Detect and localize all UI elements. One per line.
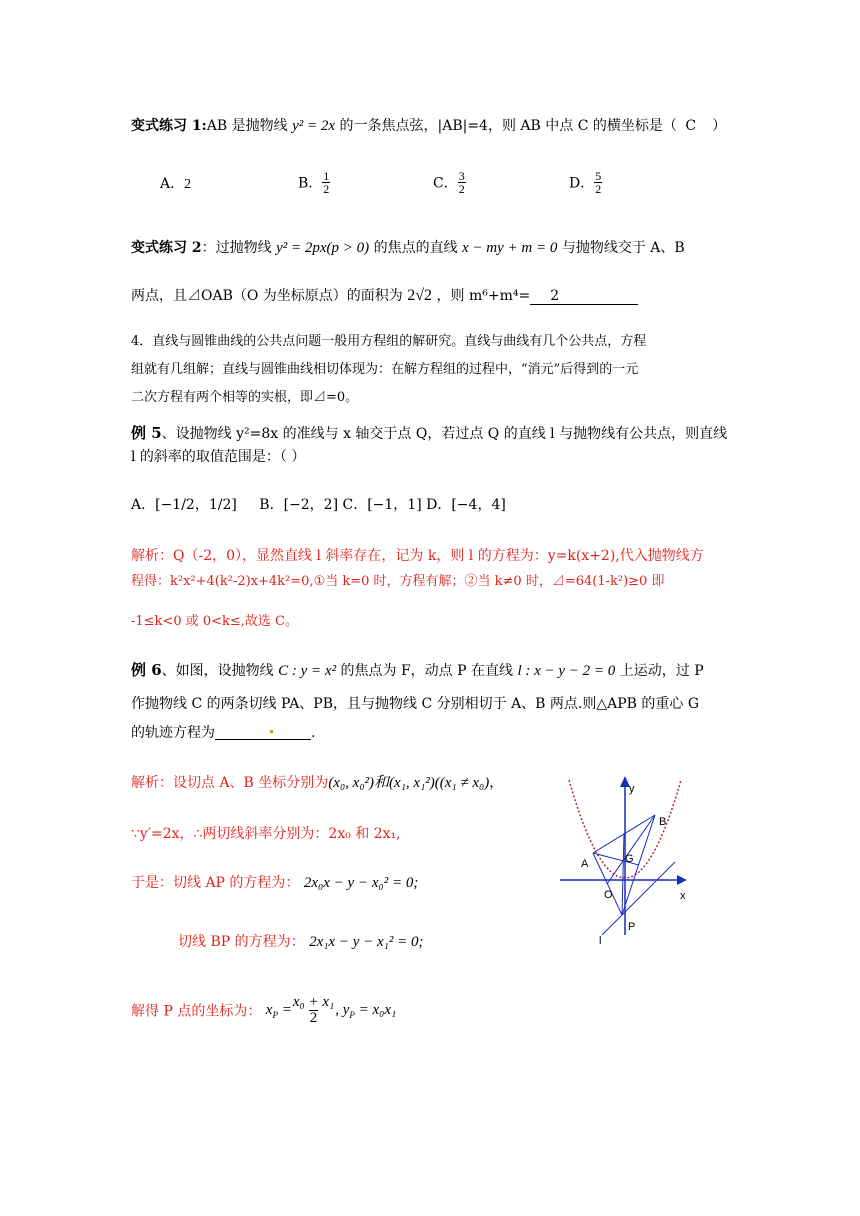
ex6-sol5-fraction xyxy=(292,995,335,1026)
ex6-line2: 作抛物线 C 的两条切线 PA、PB，且与抛物线 C 分别相切于 A、B 两点.则△APB 的重心 G xyxy=(131,696,700,712)
label-y: y xyxy=(629,783,635,795)
ex1-equation: y² = 2x xyxy=(292,118,336,134)
ex2-text-c: 与抛物线交于 A、B xyxy=(561,240,685,256)
x-axis-arrow xyxy=(677,875,687,885)
ex1-label: 变式练习 1: xyxy=(131,118,207,134)
label-p: P xyxy=(628,921,636,933)
ex6-sol1-eq: (x₀, x₀²)和(x₁, x₁²)((x₁ ≠ x₀) xyxy=(328,775,490,791)
ex6-solution-line4 xyxy=(178,931,423,951)
option-label: B． xyxy=(298,175,323,192)
item4-line1: 4．直线与圆锥曲线的公共点问题一般用方程组的解研究。直线与曲线有几个公共点，方程 xyxy=(131,334,647,349)
label-o: O xyxy=(604,889,613,901)
yp-rhs: = x₀x₁ xyxy=(358,1001,397,1018)
ex6-text-b: 的焦点为 F，动点 P 在直线 xyxy=(340,663,513,679)
ex1-close: ） xyxy=(712,118,727,134)
ex2-area: 2√2 xyxy=(407,287,433,304)
ex1-text-a: AB 是抛物线 xyxy=(206,118,288,134)
ex2-line2-a: 两点，且⊿OAB（O 为坐标原点）的面积为 xyxy=(131,288,403,304)
ex1-option-c xyxy=(433,170,466,195)
ex5-label: 例 5 xyxy=(131,424,162,442)
option-label: C． xyxy=(433,175,458,192)
denominator: 2 xyxy=(323,182,330,196)
ex2-line1 xyxy=(131,237,685,257)
ex2-text-a: ：过抛物线 xyxy=(201,240,272,256)
ex5-solution-line2: 程得：k²x²+4(k²-2)x+4k²=0,①当 k=0 时，方程有解；②当 k≠0 时，⊿=64(1-k²)≥0 即 xyxy=(131,574,665,589)
ex6-equation-parabola: C : y = x² xyxy=(278,663,337,679)
numerator: 5 xyxy=(595,169,602,183)
ex2-equation-line: x − my + m = 0 xyxy=(462,240,558,256)
fraction xyxy=(458,170,466,195)
ex5-line1 xyxy=(131,422,727,443)
ex5-solution-line3: -1≤k<0 或 0<k≤,故选 C。 xyxy=(131,614,299,629)
ex2-answer: 2 xyxy=(550,288,560,304)
ex1-option-d xyxy=(569,170,602,195)
ex6-text-a: 、如图，设抛物线 xyxy=(161,663,274,679)
ex5-solution-line1: 解析：Q（-2，0），显然直线 l 斜率存在，记为 k，则 l 的方程为：y=k(x+2),代入抛物线方 xyxy=(131,548,704,564)
ex2-line2 xyxy=(131,285,638,305)
ex5-options-rest: B．[−2，2] C．[−1，1] D．[−4，4] xyxy=(259,497,506,513)
ex6-sol3-text: 于是：切线 AP 的方程为： xyxy=(131,875,300,891)
option-label: A． xyxy=(160,176,185,192)
ex5-text: 、设抛物线 y²=8x 的准线与 x 轴交于点 Q，若过点 Q 的直线 l 与抛物线有公共点，则直线 xyxy=(161,426,728,442)
ex1-option-a xyxy=(160,173,191,193)
ex6-text: 的轨迹方程为 xyxy=(131,725,215,741)
ex6-sol4-text: 切线 BP 的方程为： xyxy=(178,934,305,950)
option-value: 2 xyxy=(184,177,192,192)
ex6-sol1-text: 解析：设切点 A、B 坐标分别为 xyxy=(131,775,329,791)
ex6-sol1-end: ， xyxy=(489,775,504,791)
ex1-option-b xyxy=(298,170,330,195)
label-a: A xyxy=(581,858,589,870)
ex6-solution-line5 xyxy=(131,995,396,1026)
ex1-text-b: 的一条焦点弦，|AB|=4，则 AB 中点 C 的横坐标是（ xyxy=(339,118,677,134)
ex6-line1 xyxy=(131,659,704,680)
fraction xyxy=(322,170,330,195)
ex6-solution-line3 xyxy=(131,872,418,892)
ex6-line3 xyxy=(131,722,315,742)
option-label: D． xyxy=(569,175,595,192)
ex5-option-a: A．[−1/2，1/2] xyxy=(131,497,237,513)
ex6-sol5-xp: $x_P$ = xyxy=(265,1001,292,1020)
ex2-answer-blank xyxy=(530,288,638,305)
ex1-answer: C xyxy=(685,118,697,134)
xp-symbol: x xyxy=(265,1001,273,1018)
ex2-line2-b: ，则 m⁶+m⁴= xyxy=(436,288,531,304)
median-line xyxy=(622,834,624,915)
ex6-sol4-eq: 2x₁x − y − x₁² = 0; xyxy=(309,934,424,950)
ex2-label: 变式练习 2 xyxy=(131,240,202,256)
label-x: x xyxy=(680,890,686,902)
ex6-sol3-eq: 2x₀x − y − x₀² = 0; xyxy=(303,875,419,891)
yp-symbol: , y xyxy=(335,1001,350,1018)
ex6-sol5-yp: , $y_P = x_0x_1$ xyxy=(335,1001,397,1020)
ex5-line2: l 的斜率的取值范围是：（ ） xyxy=(131,449,306,465)
ex2-text-b: 的焦点的直线 xyxy=(373,240,458,256)
median-line-3 xyxy=(607,815,655,884)
label-l: l xyxy=(599,935,602,947)
blank-dot xyxy=(270,730,273,733)
ex6-period: . xyxy=(311,725,316,741)
label-g: G xyxy=(625,853,634,865)
denominator: 2 xyxy=(595,182,602,196)
ex6-solution-line2: ∵y′=2x，∴两切线斜率分别为：2x₀ 和 2x₁, xyxy=(131,826,401,842)
ex6-label: 例 6 xyxy=(131,661,162,679)
ex2-equation-parabola: y² = 2px(p > 0) xyxy=(276,240,370,256)
ex1-line xyxy=(131,115,726,135)
denominator: 2 xyxy=(458,182,465,196)
ex6-sol5-text: 解得 P 点的坐标为： xyxy=(131,1003,262,1020)
numerator: 3 xyxy=(458,169,465,183)
item4-line3: 二次方程有两个相等的实根，即⊿=0。 xyxy=(131,390,359,405)
denominator: 2 xyxy=(309,1010,318,1026)
ex5-options xyxy=(131,494,506,514)
numerator: 1 xyxy=(323,169,330,183)
fraction xyxy=(594,170,602,195)
parabola-figure xyxy=(555,770,705,950)
numerator: x₀ + x₁ xyxy=(292,994,335,1010)
item4-line2: 组就有几组解；直线与圆锥曲线相切体现为：在解方程组的过程中，“消元”后得到的一元 xyxy=(131,362,639,377)
ex6-equation-line: l : x − y − 2 = 0 xyxy=(517,663,616,679)
ex6-answer-blank xyxy=(215,723,311,740)
label-b: B xyxy=(659,816,667,828)
ex6-text-c: 上运动，过 P xyxy=(619,663,704,679)
ex6-solution-line1 xyxy=(131,771,503,792)
